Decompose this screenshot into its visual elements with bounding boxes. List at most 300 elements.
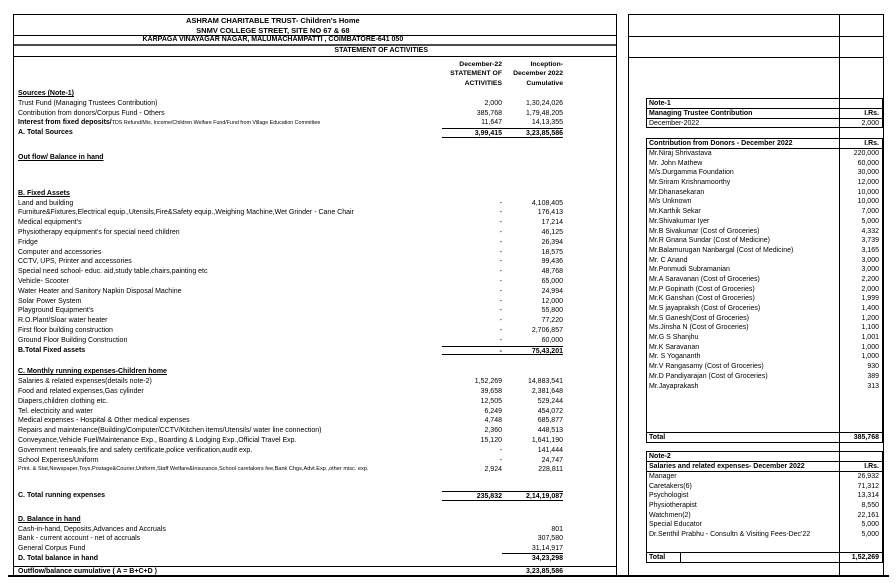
note2-header-row — [647, 462, 882, 472]
column-header-line: December 2022 — [513, 70, 563, 78]
donor-amount: 1,100 — [861, 324, 879, 332]
column-header-line: December-22 — [459, 61, 502, 68]
spacer-row — [14, 138, 616, 153]
statement-row — [14, 397, 616, 407]
cumulative-value — [502, 367, 563, 377]
note1-table — [646, 98, 883, 128]
cumulative-value: 2,706,857 — [531, 326, 563, 334]
donor-name: M/s.Durgamma Foundation — [649, 169, 734, 177]
dec22-value: - — [499, 336, 502, 344]
donors-filler — [647, 391, 882, 432]
panel-grid-line — [629, 36, 883, 37]
row-right-pad — [563, 534, 616, 544]
dec22-value: 1,52,269 — [474, 378, 502, 386]
donor-name: Mr.S Ganesh(Cost of Groceries) — [649, 314, 749, 322]
statement-row — [14, 446, 616, 456]
row-right-pad — [563, 109, 616, 119]
donor-amount: 3,000 — [861, 266, 879, 274]
donor-row — [647, 197, 882, 207]
dec22-value: - — [499, 326, 502, 334]
statement-row — [14, 267, 616, 277]
cumulative-value: 75,43,201 — [531, 347, 563, 355]
column-header-line: STATEMENT OF — [450, 70, 502, 78]
donor-name: Mr.Jayaprakash — [649, 382, 699, 390]
cumulative-value: 55,800 — [541, 307, 563, 315]
donor-amount: 4,332 — [861, 227, 879, 235]
cumulative-value: 48,768 — [541, 268, 563, 276]
row-label: C. Total running expenses — [18, 492, 105, 500]
cumulative-value: 454,072 — [537, 407, 563, 415]
section-heading-row — [14, 153, 616, 163]
row-label: Repairs and maintenance(Building/Computer/CCTV/Kitchen items/Utensils/ water line connection) — [18, 427, 322, 435]
cumulative-value: 24,747 — [541, 456, 563, 464]
donor-name: Mr. John Mathew — [649, 159, 703, 167]
dec22-value: 385,768 — [476, 109, 502, 117]
cumulative-value: 448,513 — [537, 427, 563, 435]
cumulative-value: 12,000 — [541, 297, 563, 305]
row-right-pad — [563, 336, 616, 346]
row-right-pad — [563, 456, 616, 466]
row-right-pad — [563, 257, 616, 267]
row-values — [442, 446, 563, 456]
dec22-value: 12,505 — [480, 397, 502, 405]
row-values — [442, 544, 563, 554]
row-label: CCTV, UPS, Printer and accessories — [18, 258, 132, 266]
salary-role: Special Educator — [649, 521, 702, 529]
row-label: Cash-in-hand, Deposits,Advances and Accruals — [18, 525, 166, 533]
statement-row — [14, 99, 616, 109]
donor-name: Ms.Jinsha N (Cost of Groceries) — [649, 324, 749, 332]
dec22-value: - — [499, 347, 502, 355]
section-heading-row — [14, 89, 616, 99]
donor-row — [647, 285, 882, 295]
note2-total-amount: 1,52,269 — [851, 554, 879, 561]
statement-row — [14, 228, 616, 238]
row-label: D. Total balance in hand — [18, 555, 98, 563]
donor-name: Mr.D Pandiyarajan (Cost of Groceries) — [649, 372, 768, 380]
row-right-pad — [563, 367, 616, 377]
donor-name: Mr.V Rangasamy (Cost of Groceries) — [649, 363, 764, 371]
row-right-pad — [563, 426, 616, 436]
currency-header: I.Rs. — [864, 110, 879, 117]
cumulative-value: 3,23,85,586 — [526, 130, 563, 138]
statement-row — [14, 336, 616, 346]
dec22-value: 235,832 — [476, 493, 502, 501]
row-values — [442, 99, 563, 109]
donor-row — [647, 333, 882, 343]
donor-amount: 3,000 — [861, 256, 879, 264]
dec22-value: 2,924 — [484, 466, 502, 474]
statement-row — [14, 491, 616, 501]
row-values — [442, 387, 563, 397]
cumulative-value: 17,214 — [541, 219, 563, 227]
row-label: Tel. electricity and water — [18, 407, 93, 415]
cumulative-value: 1,641,190 — [531, 436, 563, 444]
donors-table — [646, 138, 883, 443]
statement-row — [14, 426, 616, 436]
dec22-value: 11,647 — [481, 119, 502, 127]
dec22-value: - — [499, 199, 502, 207]
dec22-value: 15,120 — [480, 436, 502, 444]
row-right-pad — [563, 397, 616, 407]
cumulative-value: 18,575 — [541, 248, 563, 256]
row-right-pad — [563, 515, 616, 525]
donor-row — [647, 149, 882, 159]
donor-row — [647, 178, 882, 188]
row-right-pad — [563, 287, 616, 297]
dec22-value: - — [499, 219, 502, 227]
donor-name: Mr. S Yogananth — [649, 353, 701, 361]
row-right-pad — [563, 387, 616, 397]
donor-row — [647, 382, 882, 392]
row-right-pad — [563, 267, 616, 277]
donor-amount: 10,000 — [857, 188, 879, 196]
row-right-pad — [563, 491, 616, 501]
statement-row — [14, 109, 616, 119]
statement-row — [14, 306, 616, 316]
dec22-value: - — [499, 317, 502, 325]
statement-row — [14, 218, 616, 228]
row-right-pad — [563, 218, 616, 228]
column-header-inception-cumulative — [502, 60, 563, 89]
row-right-pad — [563, 465, 616, 475]
statement-row — [14, 297, 616, 307]
statement-row — [14, 525, 616, 535]
row-label: Medical expenses - Hospital & Other medical expenses — [18, 417, 190, 425]
statement-row — [14, 316, 616, 326]
org-address-line2: KARPAGA VINAYAGAR NAGAR, MALUMACHAMPATTI , COIMBATORE-641 050 — [142, 36, 404, 43]
row-right-pad — [563, 446, 616, 456]
row-label: Medical equipment's — [18, 219, 82, 227]
salary-role: Physiotherapist — [649, 502, 697, 510]
dec22-value — [442, 515, 502, 525]
row-values — [442, 109, 563, 119]
row-values — [442, 118, 563, 128]
donors-total-amount: 385,768 — [853, 434, 879, 441]
row-label: Land and building — [18, 199, 74, 207]
donor-name: Mr.S jayapraksh (Cost of Groceries) — [649, 305, 761, 312]
dec22-value: - — [499, 456, 502, 464]
org-name: ASHRAM CHARITABLE TRUST- Children's Home — [185, 16, 360, 25]
row-values — [442, 199, 563, 209]
cumulative-value: 34,23,298 — [531, 555, 563, 563]
row-label — [14, 118, 442, 128]
row-label: Ground Floor Building Construction — [18, 336, 128, 344]
note2-title-row — [647, 452, 882, 462]
row-right-pad — [563, 277, 616, 287]
donor-amount: 5,000 — [861, 217, 879, 225]
row-label: General Corpus Fund — [18, 545, 86, 553]
cumulative-value: 14,13,355 — [531, 119, 563, 127]
row-right-pad — [563, 554, 616, 564]
cumulative-value: 176,413 — [537, 209, 563, 217]
salary-amount: 5,000 — [861, 531, 879, 539]
row-values — [442, 534, 563, 544]
row-right-pad — [563, 99, 616, 109]
cumulative-value: 26,394 — [541, 238, 563, 246]
row-label: C. Monthly running expenses-Children home — [18, 368, 167, 376]
section-heading-row — [14, 367, 616, 377]
row-label: Salaries & related expenses(details note-2) — [18, 378, 152, 386]
row-values — [442, 277, 563, 287]
section-heading-row — [14, 515, 616, 525]
panel-grid-line — [629, 57, 883, 58]
donor-amount: 1,001 — [861, 334, 879, 342]
donor-row — [647, 352, 882, 362]
row-label: Sources (Note-1) — [18, 90, 75, 97]
row-label: Vehicle- Scooter — [18, 277, 69, 285]
column-header-december-22 — [442, 60, 502, 89]
salary-row — [647, 511, 882, 521]
spacer-row — [14, 355, 616, 367]
donor-name: Mr.B Sivakumar (Cost of Groceries) — [649, 227, 760, 235]
dec22-value: - — [499, 446, 502, 454]
donor-name: Mr.G S Shanjhu — [649, 334, 699, 342]
donor-row — [647, 323, 882, 333]
row-label: Outflow/balance cumulative ( A = B+C+D ) — [18, 567, 157, 575]
salary-row — [647, 501, 882, 511]
salary-amount: 5,000 — [861, 521, 879, 529]
row-label: Fridge — [18, 238, 38, 246]
cumulative-value: 2,381,648 — [531, 387, 563, 395]
row-right-pad — [563, 189, 616, 199]
dec22-value — [442, 544, 502, 554]
spacer-row — [14, 163, 616, 189]
donor-name: Mr.Shivakumar Iyer — [649, 217, 710, 225]
row-right-pad — [563, 89, 616, 99]
salary-row — [647, 530, 882, 540]
row-values — [442, 248, 563, 258]
row-label: Contribution from donors/Corpus Fund - Others — [18, 109, 165, 117]
statement-rows — [14, 89, 616, 576]
note1-row-label: December-2022 — [649, 120, 700, 127]
donor-list — [647, 149, 882, 391]
statement-row — [14, 534, 616, 544]
row-values — [442, 228, 563, 238]
dec22-value: - — [499, 228, 502, 236]
donor-name: Mr.A Saravanan (Cost of Groceries) — [649, 275, 760, 283]
row-values — [442, 189, 563, 199]
cumulative-value: 801 — [551, 525, 563, 533]
statement-row — [14, 257, 616, 267]
org-address-line: SNMV COLLEGE STREET, SITE NO 67 & 68 — [196, 25, 350, 35]
cumulative-value: 529,244 — [537, 397, 563, 405]
salary-role: Manager — [649, 473, 677, 480]
cumulative-value — [502, 515, 563, 525]
statement-of-activities-table — [13, 14, 617, 575]
row-label-main: Interest from fixed deposits/ — [18, 119, 112, 127]
donors-total-row — [647, 432, 882, 442]
note1-title-row — [647, 99, 882, 109]
row-values — [442, 377, 563, 387]
dec22-value — [442, 534, 502, 544]
donor-row — [647, 362, 882, 372]
donor-amount: 30,000 — [857, 169, 879, 177]
cumulative-value: 99,436 — [541, 258, 563, 266]
salary-list — [647, 472, 882, 540]
dec22-value: - — [499, 277, 502, 285]
cumulative-value: 228,811 — [538, 466, 563, 474]
column-header-line: ACTIVITIES — [464, 79, 502, 87]
row-label: R.O.Plant/Sloar water heater — [18, 317, 108, 325]
column-header-line: Cumulative — [526, 79, 563, 87]
donor-name: Mr. C Anand — [649, 256, 688, 264]
salary-row — [647, 472, 882, 482]
donor-row — [647, 168, 882, 178]
spacer-row — [14, 501, 616, 515]
dec22-value: - — [499, 238, 502, 246]
statement-row — [14, 407, 616, 417]
salary-role: Dr.Senthil Prabhu - Consultn & Visiting Fees-Dec'22 — [649, 531, 811, 539]
donor-row — [647, 372, 882, 382]
row-values — [442, 416, 563, 426]
row-right-pad — [563, 346, 616, 356]
cumulative-value: 1,30,24,026 — [526, 99, 563, 107]
row-values — [442, 456, 563, 466]
donor-row — [647, 207, 882, 217]
note2-title-amount-cell — [833, 452, 882, 461]
note2-table — [646, 451, 883, 563]
note1-header-row — [647, 109, 882, 119]
donor-row — [647, 236, 882, 246]
donor-row — [647, 159, 882, 169]
donor-name: Mr.K Saravanan — [649, 343, 700, 351]
row-label: School Expenses/Uniform — [18, 456, 99, 464]
row-values — [442, 426, 563, 436]
statement-row — [14, 208, 616, 218]
document-bottom-border — [8, 575, 889, 577]
cumulative-value: 31,14,917 — [502, 544, 563, 554]
row-label: Water Heater and Sanitory Napkin Disposal Machine — [18, 287, 182, 295]
dec22-value — [442, 89, 502, 99]
salary-amount: 13,314 — [857, 492, 879, 500]
row-right-pad — [563, 326, 616, 336]
donor-row — [647, 304, 882, 314]
row-right-pad — [563, 544, 616, 554]
donor-row — [647, 314, 882, 324]
donor-row — [647, 227, 882, 237]
row-values — [442, 554, 563, 564]
cumulative-value: 77,220 — [541, 317, 563, 325]
dec22-value — [442, 189, 502, 199]
salary-role: Caretakers(6) — [649, 482, 692, 490]
row-label: Print. & Stat,Newspaper,Toys,Postage&Courier,Uniform,Staff Welfare&Insurance,School caretakers fee,Bank Chgs,Advt.Exp.,other misc. exp. — [18, 466, 369, 473]
row-values — [442, 465, 563, 475]
donor-row — [647, 188, 882, 198]
row-label: Physiotherapy equipment's for special need children — [18, 228, 180, 236]
donor-name: Mr.Niraj Shrivastava — [649, 150, 712, 157]
note2-filler — [647, 540, 882, 552]
row-right-pad — [563, 525, 616, 535]
cumulative-value: 685,877 — [537, 417, 563, 425]
cumulative-value: 4,108,405 — [531, 199, 563, 207]
dec22-value: - — [499, 297, 502, 305]
salary-role: Psychologist — [649, 492, 689, 500]
dec22-value: 39,658 — [480, 387, 502, 395]
row-right-pad — [563, 153, 616, 163]
row-values — [442, 208, 563, 218]
dec22-value: 6,249 — [484, 407, 502, 415]
dec22-value: - — [499, 209, 502, 217]
dec22-value — [442, 367, 502, 377]
row-right-pad — [563, 208, 616, 218]
section-heading-row — [14, 189, 616, 199]
row-label: Bank - current account - net of accruals — [18, 535, 141, 543]
statement-row — [14, 456, 616, 466]
row-label: D. Balance in hand — [18, 515, 81, 523]
row-label: Furniture&Fixtures,Electrical equip.,Utensils,Fire&Safety equip.,Weighing Machine,Wet Grinder - Cane Chair — [18, 209, 354, 217]
donor-name: Mr.Balamurugan Nanbargal (Cost of Medicine) — [649, 246, 794, 254]
salary-amount: 71,312 — [857, 482, 879, 490]
dec22-value: 3,99,415 — [474, 130, 502, 138]
dec22-value — [442, 525, 502, 535]
dec22-value: - — [499, 268, 502, 276]
donor-amount: 2,200 — [861, 275, 879, 283]
statement-row — [14, 128, 616, 138]
row-right-pad — [563, 316, 616, 326]
row-values — [442, 306, 563, 316]
row-label: B.Total Fixed assets — [18, 346, 86, 354]
donor-amount: 1,400 — [861, 305, 879, 312]
donor-name: M/s Unknown — [649, 198, 692, 206]
donor-name: Mr.Dhanasekaran — [649, 188, 705, 196]
row-label: Computer and accessories — [18, 248, 102, 256]
donor-row — [647, 265, 882, 275]
donors-header-row — [647, 139, 882, 149]
row-label: Special need school- educ. aid,study table,chairs,painting etc — [18, 268, 208, 276]
statement-row — [14, 416, 616, 426]
row-values — [442, 525, 563, 535]
donor-amount: 389 — [867, 372, 879, 380]
dec22-value: 4,748 — [484, 417, 502, 425]
donor-amount: 1,000 — [861, 353, 879, 361]
spacer-row — [14, 475, 616, 491]
note2-total-row — [647, 552, 882, 562]
statement-row — [14, 326, 616, 336]
row-values — [442, 515, 563, 525]
note1-title-amount-cell — [833, 99, 882, 108]
row-values — [442, 267, 563, 277]
donor-name: Mr.Sriram Krishnamoorthy — [649, 179, 731, 187]
dec22-value: 2,360 — [484, 427, 502, 435]
donor-amount: 12,000 — [857, 179, 879, 187]
row-values — [442, 336, 563, 346]
statement-title: STATEMENT OF ACTIVITIES — [334, 47, 428, 54]
note2-header: Salaries and related expenses- December 2022 — [649, 463, 805, 470]
donor-amount: 220,000 — [853, 150, 879, 157]
row-values — [442, 153, 563, 163]
column-header-line: Inception- — [530, 61, 563, 68]
donor-row — [647, 256, 882, 266]
statement-title-row — [14, 46, 616, 57]
note1-title: Note-1 — [649, 100, 671, 107]
row-right-pad — [563, 306, 616, 316]
currency-header: I.Rs. — [864, 463, 879, 470]
statement-row — [14, 199, 616, 209]
row-label: B. Fixed Assets — [18, 189, 70, 197]
salary-amount: 8,550 — [861, 502, 879, 510]
statement-row — [14, 465, 616, 475]
cumulative-value: 24,994 — [541, 287, 563, 295]
row-right-pad — [563, 377, 616, 387]
dec22-value: 2,000 — [484, 99, 502, 107]
salary-row — [647, 482, 882, 492]
row-label: Food and related expenses,Gas cylinder — [18, 387, 144, 395]
donors-total-label: Total — [649, 434, 666, 441]
dec22-value — [442, 153, 502, 163]
dec22-value — [442, 554, 502, 564]
donor-amount: 313 — [867, 382, 879, 390]
